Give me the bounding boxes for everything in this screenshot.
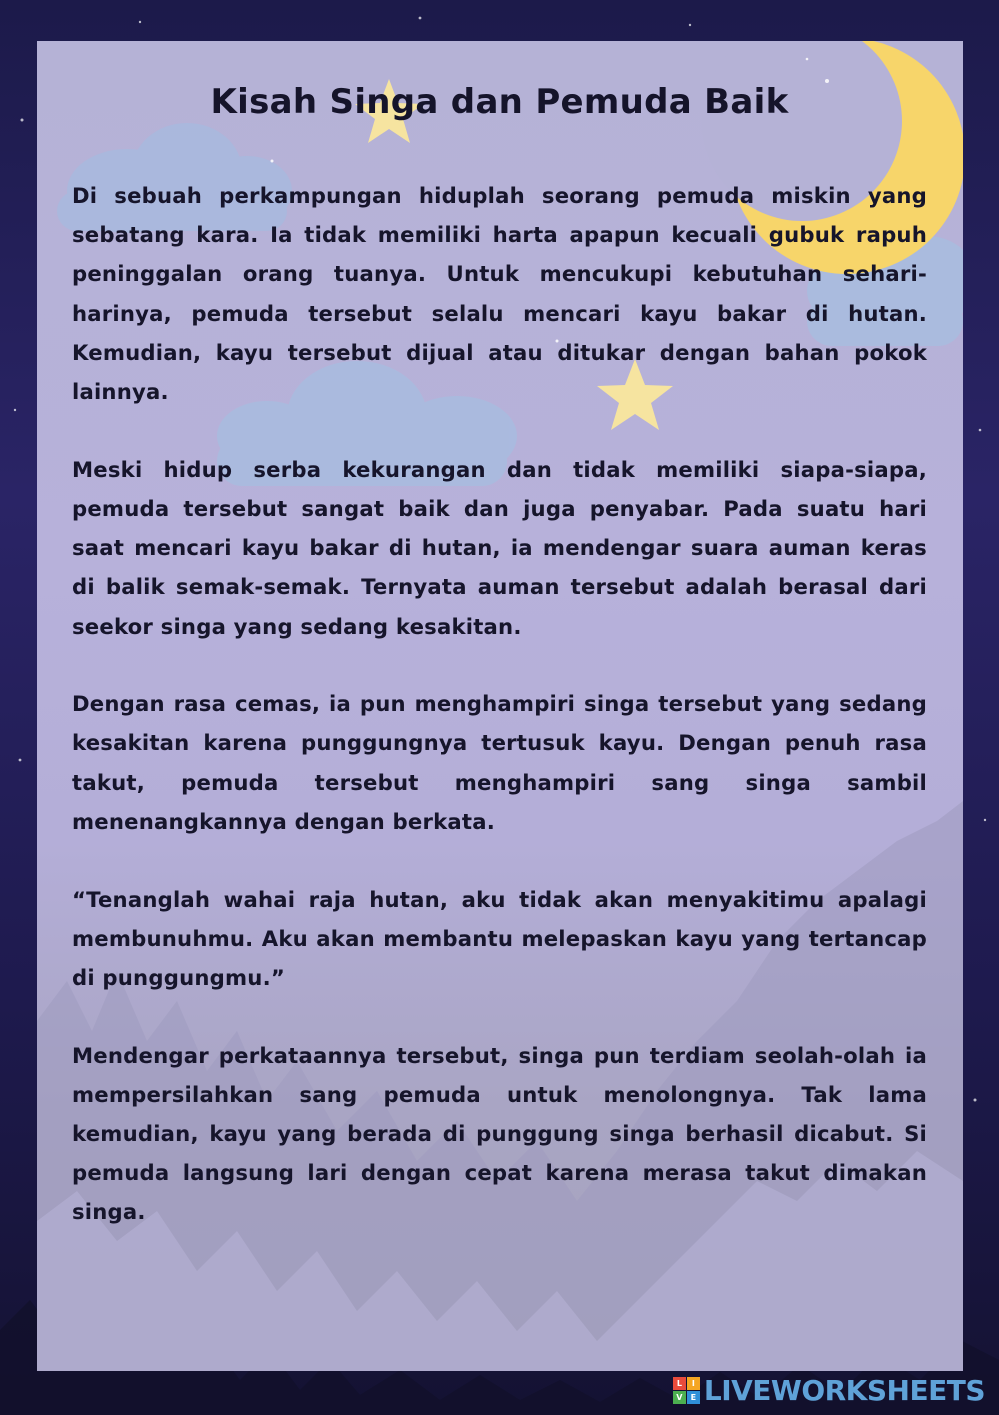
story-title: Kisah Singa dan Pemuda Baik: [210, 82, 789, 122]
liveworksheets-logo-icon: [673, 1377, 700, 1404]
paragraph-1: Di sebuah perkampungan hiduplah seorang pemuda miskin yang sebatang kara. Ia tidak memiliki harta apapun kecuali gubuk rapuh peninggalan orang tuanya. Untuk mencukupi kebutuhan sehari-harinya, pemuda tersebut selalu mencari kayu bakar di hutan. Kemudian, kayu tersebut dijual atau ditukar dengan bahan pokok lainnya.: [72, 183, 927, 405]
liveworksheets-watermark: [673, 1373, 985, 1407]
paragraph-2: Meski hidup serba kekurangan dan tidak memiliki siapa-siapa, pemuda tersebut sangat baik dan juga penyabar. Pada suatu hari saat mencari kayu bakar di hutan, ia mendengar suara auman keras di balik semak-semak. Ternyata auman tersebut adalah berasal dari seekor singa yang sedang kesakitan.: [72, 456, 927, 639]
paragraph-5: Mendengar perkataannya tersebut, singa pun terdiam seolah-olah ia mempersilahkan sang pemuda untuk menolongnya. Tak lama kemudian, kayu yang berada di punggung singa berhasil dicabut. Si pemuda langsung lari dengan cepat karena merasa takut dimakan singa.: [72, 1042, 927, 1225]
logo-letter-e: E: [687, 1391, 700, 1404]
paragraph-4: “Tenanglah wahai raja hutan, aku tidak akan menyakitimu apalagi membunuhmu. Aku akan membantu melepaskan kayu yang tertancap di punggungmu.”: [72, 886, 927, 990]
watermark-text: LIVEWORKSHEETS: [703, 1373, 985, 1407]
logo-letter-l: L: [673, 1377, 686, 1390]
logo-letter-v: V: [673, 1391, 686, 1404]
story-body: [72, 176, 927, 1270]
paragraph-3: Dengan rasa cemas, ia pun menghampiri singa tersebut yang sedang kesakitan karena punggungnya tertusuk kayu. Dengan penuh rasa takut, pemuda tersebut menghampiri sang singa sambil menenangkannya dengan berkata.: [72, 691, 927, 834]
logo-letter-i: I: [687, 1377, 700, 1390]
